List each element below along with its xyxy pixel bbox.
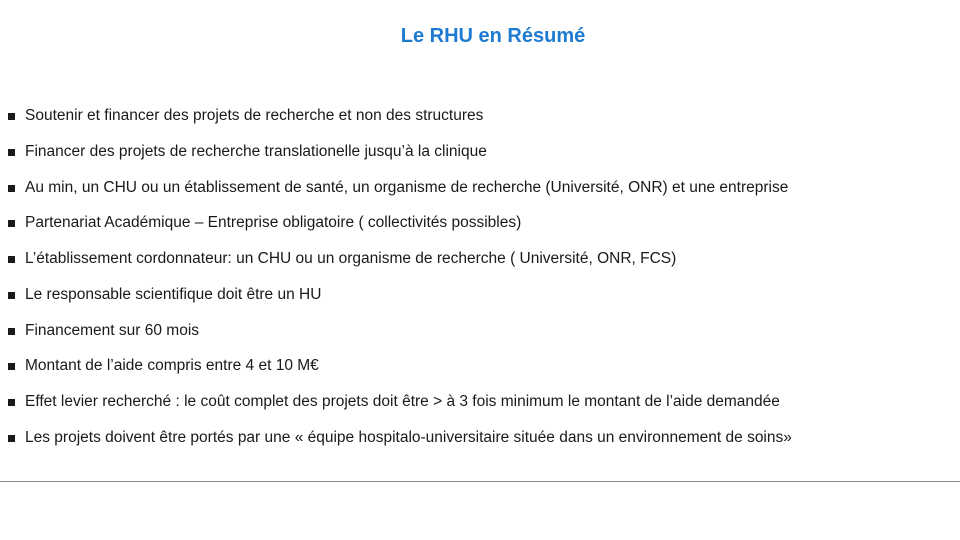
bullet-item: [0, 206, 960, 242]
bullet-item: [0, 135, 960, 171]
bullet-text: Soutenir et financer des projets de recherche et non des structures: [25, 107, 484, 124]
bullet-text: L’établissement cordonnateur: un CHU ou un organisme de recherche ( Université, ONR, FCS): [25, 250, 677, 267]
square-bullet-icon: [8, 220, 15, 227]
bullet-text: Les projets doivent être portés par une « équipe hospitalo-universitaire située dans un environnement de soins»: [25, 428, 792, 446]
bullet-item: [0, 314, 960, 350]
square-bullet-icon: [8, 149, 15, 156]
bullet-text: Montant de l’aide compris entre 4 et 10 M€: [25, 357, 319, 375]
bullet-item: [0, 421, 960, 457]
bottom-divider: [0, 481, 960, 482]
square-bullet-icon: [8, 328, 15, 335]
bullet-item: [0, 99, 960, 135]
bullet-item: [0, 278, 960, 314]
square-bullet-icon: [8, 435, 15, 442]
bullet-text: Effet levier recherché : le coût complet des projets doit être > à 3 fois minimum le montant de l’aide demandée: [25, 393, 780, 410]
bullet-item: [0, 349, 960, 385]
square-bullet-icon: [8, 399, 15, 406]
bullet-text: Partenariat Académique – Entreprise obligatoire ( collectivités possibles): [25, 214, 522, 232]
bullet-item: [0, 385, 960, 421]
bullet-text: Financer des projets de recherche translationelle jusqu’à la clinique: [25, 142, 487, 160]
square-bullet-icon: [8, 363, 15, 370]
slide-title: Le RHU en Résumé: [400, 25, 586, 47]
square-bullet-icon: [8, 292, 15, 299]
square-bullet-icon: [8, 113, 15, 120]
bullet-list: [0, 99, 960, 457]
bullet-item: [0, 242, 960, 278]
bullet-text: Financement sur 60 mois: [25, 321, 200, 339]
square-bullet-icon: [8, 185, 15, 192]
square-bullet-icon: [8, 256, 15, 263]
bullet-text: Au min, un CHU ou un établissement de santé, un organisme de recherche (Université, ONR) et une entreprise: [25, 178, 789, 196]
bullet-text: Le responsable scientifique doit être un HU: [25, 285, 322, 303]
bullet-item: [0, 171, 960, 207]
